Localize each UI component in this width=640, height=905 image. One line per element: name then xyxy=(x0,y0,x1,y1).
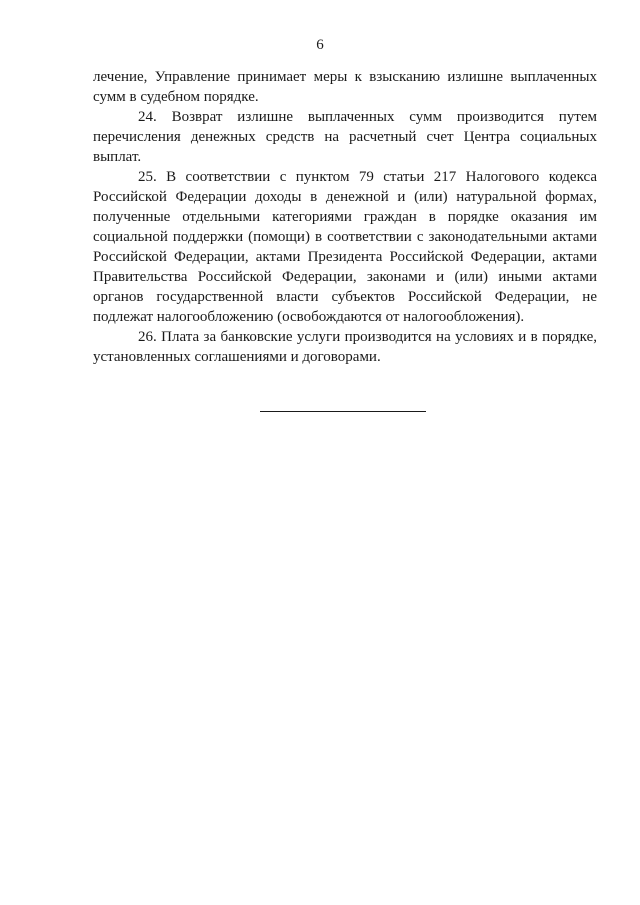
page-number: 6 xyxy=(316,37,324,53)
paragraph-item-25: 25. В соответствии с пунктом 79 статьи 217 Налогового кодекса Российской Федерации доходы в денежной и (или) натуральной формах, полученные отдельными категориями граждан в порядке оказания им социальной поддержки (помощи) в соответствии с законодательными актами Российской Федерации, актами Президента Российской Федерации, актами Правительства Российской Федерации, законами и (или) иными актами органов государственной власти субъектов Российской Федерации, не подлежат налогообложению (освобождаются от налогообложения). xyxy=(93,169,597,325)
document-end-rule xyxy=(260,411,426,412)
paragraph-item-26: 26. Плата за банковские услуги производится на условиях и в порядке, установленных соглашениями и договорами. xyxy=(93,329,597,365)
paragraph-continuation: лечение, Управление принимает меры к взысканию излишне выплаченных сумм в судебном порядке. xyxy=(93,69,597,105)
paragraph-item-24: 24. Возврат излишне выплаченных сумм производится путем перечисления денежных средств на расчетный счет Центра социальных выплат. xyxy=(93,109,597,165)
document-body xyxy=(93,67,597,367)
